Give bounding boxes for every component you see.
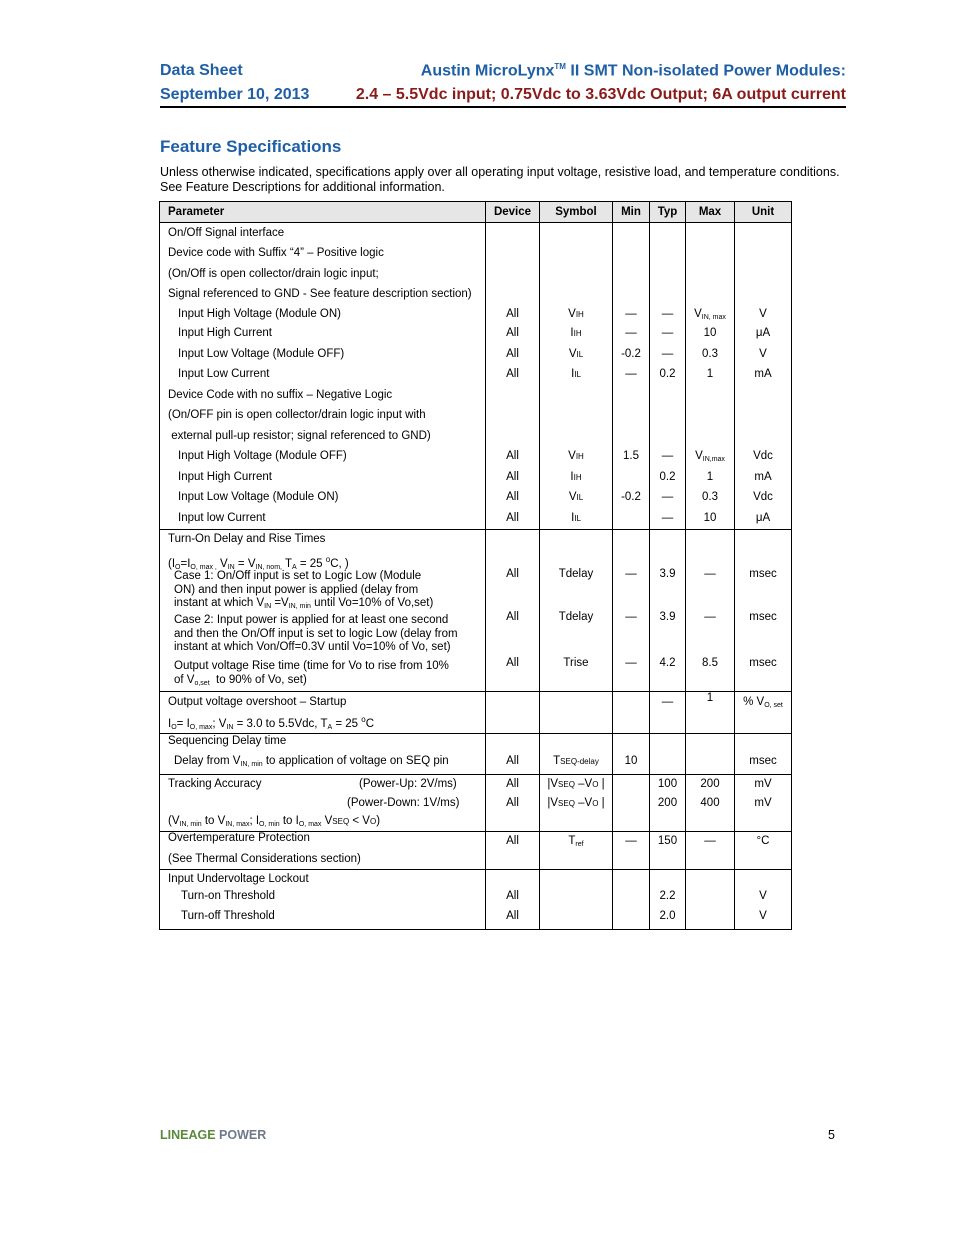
typ-cell: 3.9: [659, 611, 676, 623]
device-cell: All: [506, 491, 519, 503]
device-cell: All: [506, 327, 519, 339]
typ-cell: —: [661, 348, 674, 360]
param-text: of $V_{o,set}$ to 90% of Vo, set): [174, 674, 307, 687]
param-text: Turn-off Threshold: [181, 910, 275, 922]
device-cell: All: [506, 778, 519, 790]
param-text: (See Thermal Considerations section): [168, 853, 361, 865]
param-text: Input High Current: [178, 471, 272, 483]
symbol-cell: $T_{ref}$: [568, 835, 584, 848]
doc-subtitle: 2.4 – 5.5Vdc input; 0.75Vdc to 3.63Vdc Output; 6A output current: [355, 86, 846, 103]
typ-cell: 4.2: [659, 657, 676, 669]
table-row-onoff: [160, 223, 792, 530]
param-text: Input Low Voltage (Module ON): [178, 491, 339, 503]
table-row-overtemp: [160, 832, 792, 870]
unit-cell: % $V_{O, set}$: [743, 696, 783, 709]
param-text: Case 2: Input power is applied for at least one second: [174, 614, 449, 626]
typ-cell: 2.2: [659, 890, 676, 902]
max-cell: 200: [700, 778, 720, 790]
max-cell: 8.5: [702, 657, 718, 669]
typ-cell: —: [661, 512, 674, 524]
device-cell: All: [506, 308, 519, 320]
param-text: Input High Voltage (Module ON): [178, 308, 342, 320]
table-row-seq-delay: [160, 734, 792, 775]
max-cell: —: [704, 568, 716, 580]
device-cell: All: [506, 611, 519, 623]
param-text: Overtemperature Protection: [168, 832, 310, 844]
device-cell: All: [506, 450, 519, 462]
col-unit: Unit: [735, 202, 792, 223]
param-text: Case 1: On/Off input is set to Logic Low (Module: [174, 570, 422, 582]
symbol-cell: VIL: [568, 491, 584, 503]
param-text: Input low Current: [178, 512, 266, 524]
param-text: Delay from $V_{IN, min}$ to application of voltage on SEQ pin: [174, 755, 449, 768]
param-text: $I_O= I_{O, max}$; $V_{IN} = 3.0$ to 5.5Vdc, $T_A = 25$ $^o$C: [168, 715, 375, 731]
param-text: Tracking Accuracy: [168, 778, 262, 790]
param-text: Input Low Current: [178, 368, 270, 380]
col-device: Device: [486, 202, 540, 223]
param-text: (On/Off is open collector/drain logic input;: [168, 268, 379, 280]
param-text: instant at which Von/Off=0.3V until Vo=10% of Vo, set): [174, 641, 451, 653]
unit-cell: V: [759, 910, 767, 922]
max-cell: —: [704, 611, 716, 623]
col-typ: Typ: [650, 202, 686, 223]
doc-type: Data Sheet: [160, 62, 243, 79]
param-text: Signal referenced to GND - See feature description section): [168, 288, 472, 300]
min-cell: 1.5: [623, 450, 639, 462]
device-cell: All: [506, 755, 519, 767]
param-text: external pull-up resistor; signal referenced to GND): [168, 430, 431, 442]
header-rule: [160, 106, 846, 108]
min-cell: -0.2: [621, 348, 641, 360]
table-row-uvlo: [160, 870, 792, 930]
symbol-cell: IIH: [570, 471, 582, 483]
unit-cell: μA: [755, 327, 771, 339]
unit-cell: V: [759, 348, 767, 360]
unit-cell: Vdc: [753, 450, 773, 462]
symbol-cell: Tdelay: [558, 568, 594, 580]
min-cell: —: [625, 835, 637, 847]
typ-cell: 0.2: [659, 471, 676, 483]
min-cell: —: [625, 611, 637, 623]
device-cell: All: [506, 835, 519, 847]
param-text: Input High Current: [178, 327, 272, 339]
max-cell: 1: [706, 368, 714, 380]
doc-title: Austin MicroLynx™ II SMT Non-isolated Power Modules:: [420, 62, 846, 80]
device-cell: All: [506, 657, 519, 669]
symbol-cell: VIH: [568, 450, 584, 462]
unit-cell: msec: [749, 611, 777, 623]
symbol-cell: TSEQ-delay: [553, 755, 599, 767]
min-cell: —: [625, 368, 637, 380]
param-text: and then the On/Off input is set to logic Low (delay from: [174, 628, 458, 640]
max-cell: 10: [703, 512, 717, 524]
typ-cell: —: [661, 327, 674, 339]
typ-cell: —: [661, 491, 674, 503]
device-cell: All: [506, 797, 519, 809]
symbol-cell: |VSEQ –VO |: [547, 797, 605, 809]
param-text: Sequencing Delay time: [168, 735, 287, 747]
typ-cell: 150: [657, 835, 678, 847]
table-row-turn-on: [160, 530, 792, 692]
unit-cell: msec: [749, 657, 777, 669]
unit-cell: V: [759, 890, 767, 902]
device-cell: All: [506, 910, 519, 922]
symbol-cell: IIL: [571, 368, 581, 380]
param-text: Turn-on Threshold: [181, 890, 275, 902]
param-text: ($I_O=I_{O, max ,}$ $V_{IN} = V_{IN, nom,}$ $T_A = 25$ $^o$C, ): [168, 555, 349, 571]
device-cell: All: [506, 890, 519, 902]
symbol-cell: |VSEQ –VO |: [547, 778, 605, 790]
param-text: Input High Voltage (Module OFF): [178, 450, 347, 462]
typ-cell: 0.2: [659, 368, 676, 380]
param-text: ON) and then input power is applied (delay from: [174, 584, 419, 596]
max-cell: 0.3: [702, 491, 718, 503]
col-max: Max: [686, 202, 735, 223]
unit-cell: μA: [755, 512, 771, 524]
param-text: Device code with Suffix “4” – Positive logic: [168, 247, 384, 259]
max-cell: —: [704, 835, 716, 847]
min-cell: —: [625, 308, 637, 320]
max-cell: $V_{IN, max}$: [694, 308, 726, 321]
typ-cell: —: [661, 308, 674, 320]
typ-cell: —: [661, 450, 674, 462]
col-symbol: Symbol: [540, 202, 613, 223]
section-intro: Unless otherwise indicated, specifications apply over all operating input voltage, resistive load, and temperature conditions. See Feature Descriptions for additional information.: [160, 165, 840, 194]
param-text: instant at which $V_{IN} =V_{IN, min}$ until Vo=10% of Vo,set): [174, 597, 434, 610]
min-cell: —: [625, 657, 637, 669]
param-text: Input Low Voltage (Module OFF): [178, 348, 345, 360]
max-cell: 10: [703, 327, 717, 339]
max-cell: 1: [706, 471, 714, 483]
max-cell: 0.3: [702, 348, 718, 360]
param-text: Output voltage overshoot – Startup: [168, 696, 347, 708]
unit-cell: mV: [754, 778, 772, 790]
param-text: Output voltage Rise time (time for Vo to rise from 10%: [174, 660, 449, 672]
device-cell: All: [506, 348, 519, 360]
min-cell: —: [625, 568, 637, 580]
table-header-row: [160, 202, 792, 223]
max-cell: 1: [706, 692, 714, 704]
device-cell: All: [506, 368, 519, 380]
unit-cell: V: [759, 308, 767, 320]
param-text: (Power-Up: 2V/ms): [359, 778, 457, 790]
param-text: (On/OFF pin is open collector/drain logic input with: [168, 409, 426, 421]
unit-cell: Vdc: [753, 491, 773, 503]
footer-brand: LINEAGE POWER: [160, 1128, 267, 1142]
unit-cell: msec: [749, 755, 777, 767]
min-cell: 10: [624, 755, 638, 767]
max-cell: 400: [700, 797, 720, 809]
min-cell: —: [625, 327, 637, 339]
typ-cell: 200: [657, 797, 678, 809]
section-title: Feature Specifications: [160, 137, 342, 156]
unit-cell: mA: [754, 368, 772, 380]
device-cell: All: [506, 512, 519, 524]
unit-cell: mA: [754, 471, 772, 483]
typ-cell: 100: [657, 778, 678, 790]
symbol-cell: VIH: [568, 308, 584, 320]
min-cell: -0.2: [621, 491, 641, 503]
unit-cell: msec: [749, 568, 777, 580]
param-text: ($V_{IN, min}$ to $V_{IN, max}$; $I_{O, min}$ to $I_{O, max}$ VSEQ < VO): [168, 815, 381, 828]
unit-cell: °C: [756, 835, 770, 847]
device-cell: All: [506, 568, 519, 580]
feature-spec-table: [159, 201, 792, 930]
typ-cell: —: [661, 696, 674, 708]
symbol-cell: IIH: [570, 327, 582, 339]
typ-cell: 2.0: [659, 910, 676, 922]
col-parameter: Parameter: [160, 202, 486, 223]
param-text: On/Off Signal interface: [168, 227, 285, 239]
unit-cell: mV: [754, 797, 772, 809]
col-min: Min: [613, 202, 650, 223]
doc-date: September 10, 2013: [160, 86, 310, 103]
table-row-overshoot: [160, 692, 792, 734]
page-number: 5: [828, 1128, 835, 1142]
max-cell: $V_{IN,max}$: [695, 450, 725, 463]
param-text: (Power-Down: 1V/ms): [347, 797, 460, 809]
symbol-cell: IIL: [571, 512, 581, 524]
param-text: Device Code with no suffix – Negative Logic: [168, 389, 393, 401]
symbol-cell: Tdelay: [558, 611, 594, 623]
symbol-cell: Trise: [563, 657, 589, 669]
device-cell: All: [506, 471, 519, 483]
param-text: Turn-On Delay and Rise Times: [168, 533, 326, 545]
param-text: Input Undervoltage Lockout: [168, 873, 309, 885]
table-row-tracking: [160, 775, 792, 832]
typ-cell: 3.9: [659, 568, 676, 580]
symbol-cell: VIL: [568, 348, 584, 360]
